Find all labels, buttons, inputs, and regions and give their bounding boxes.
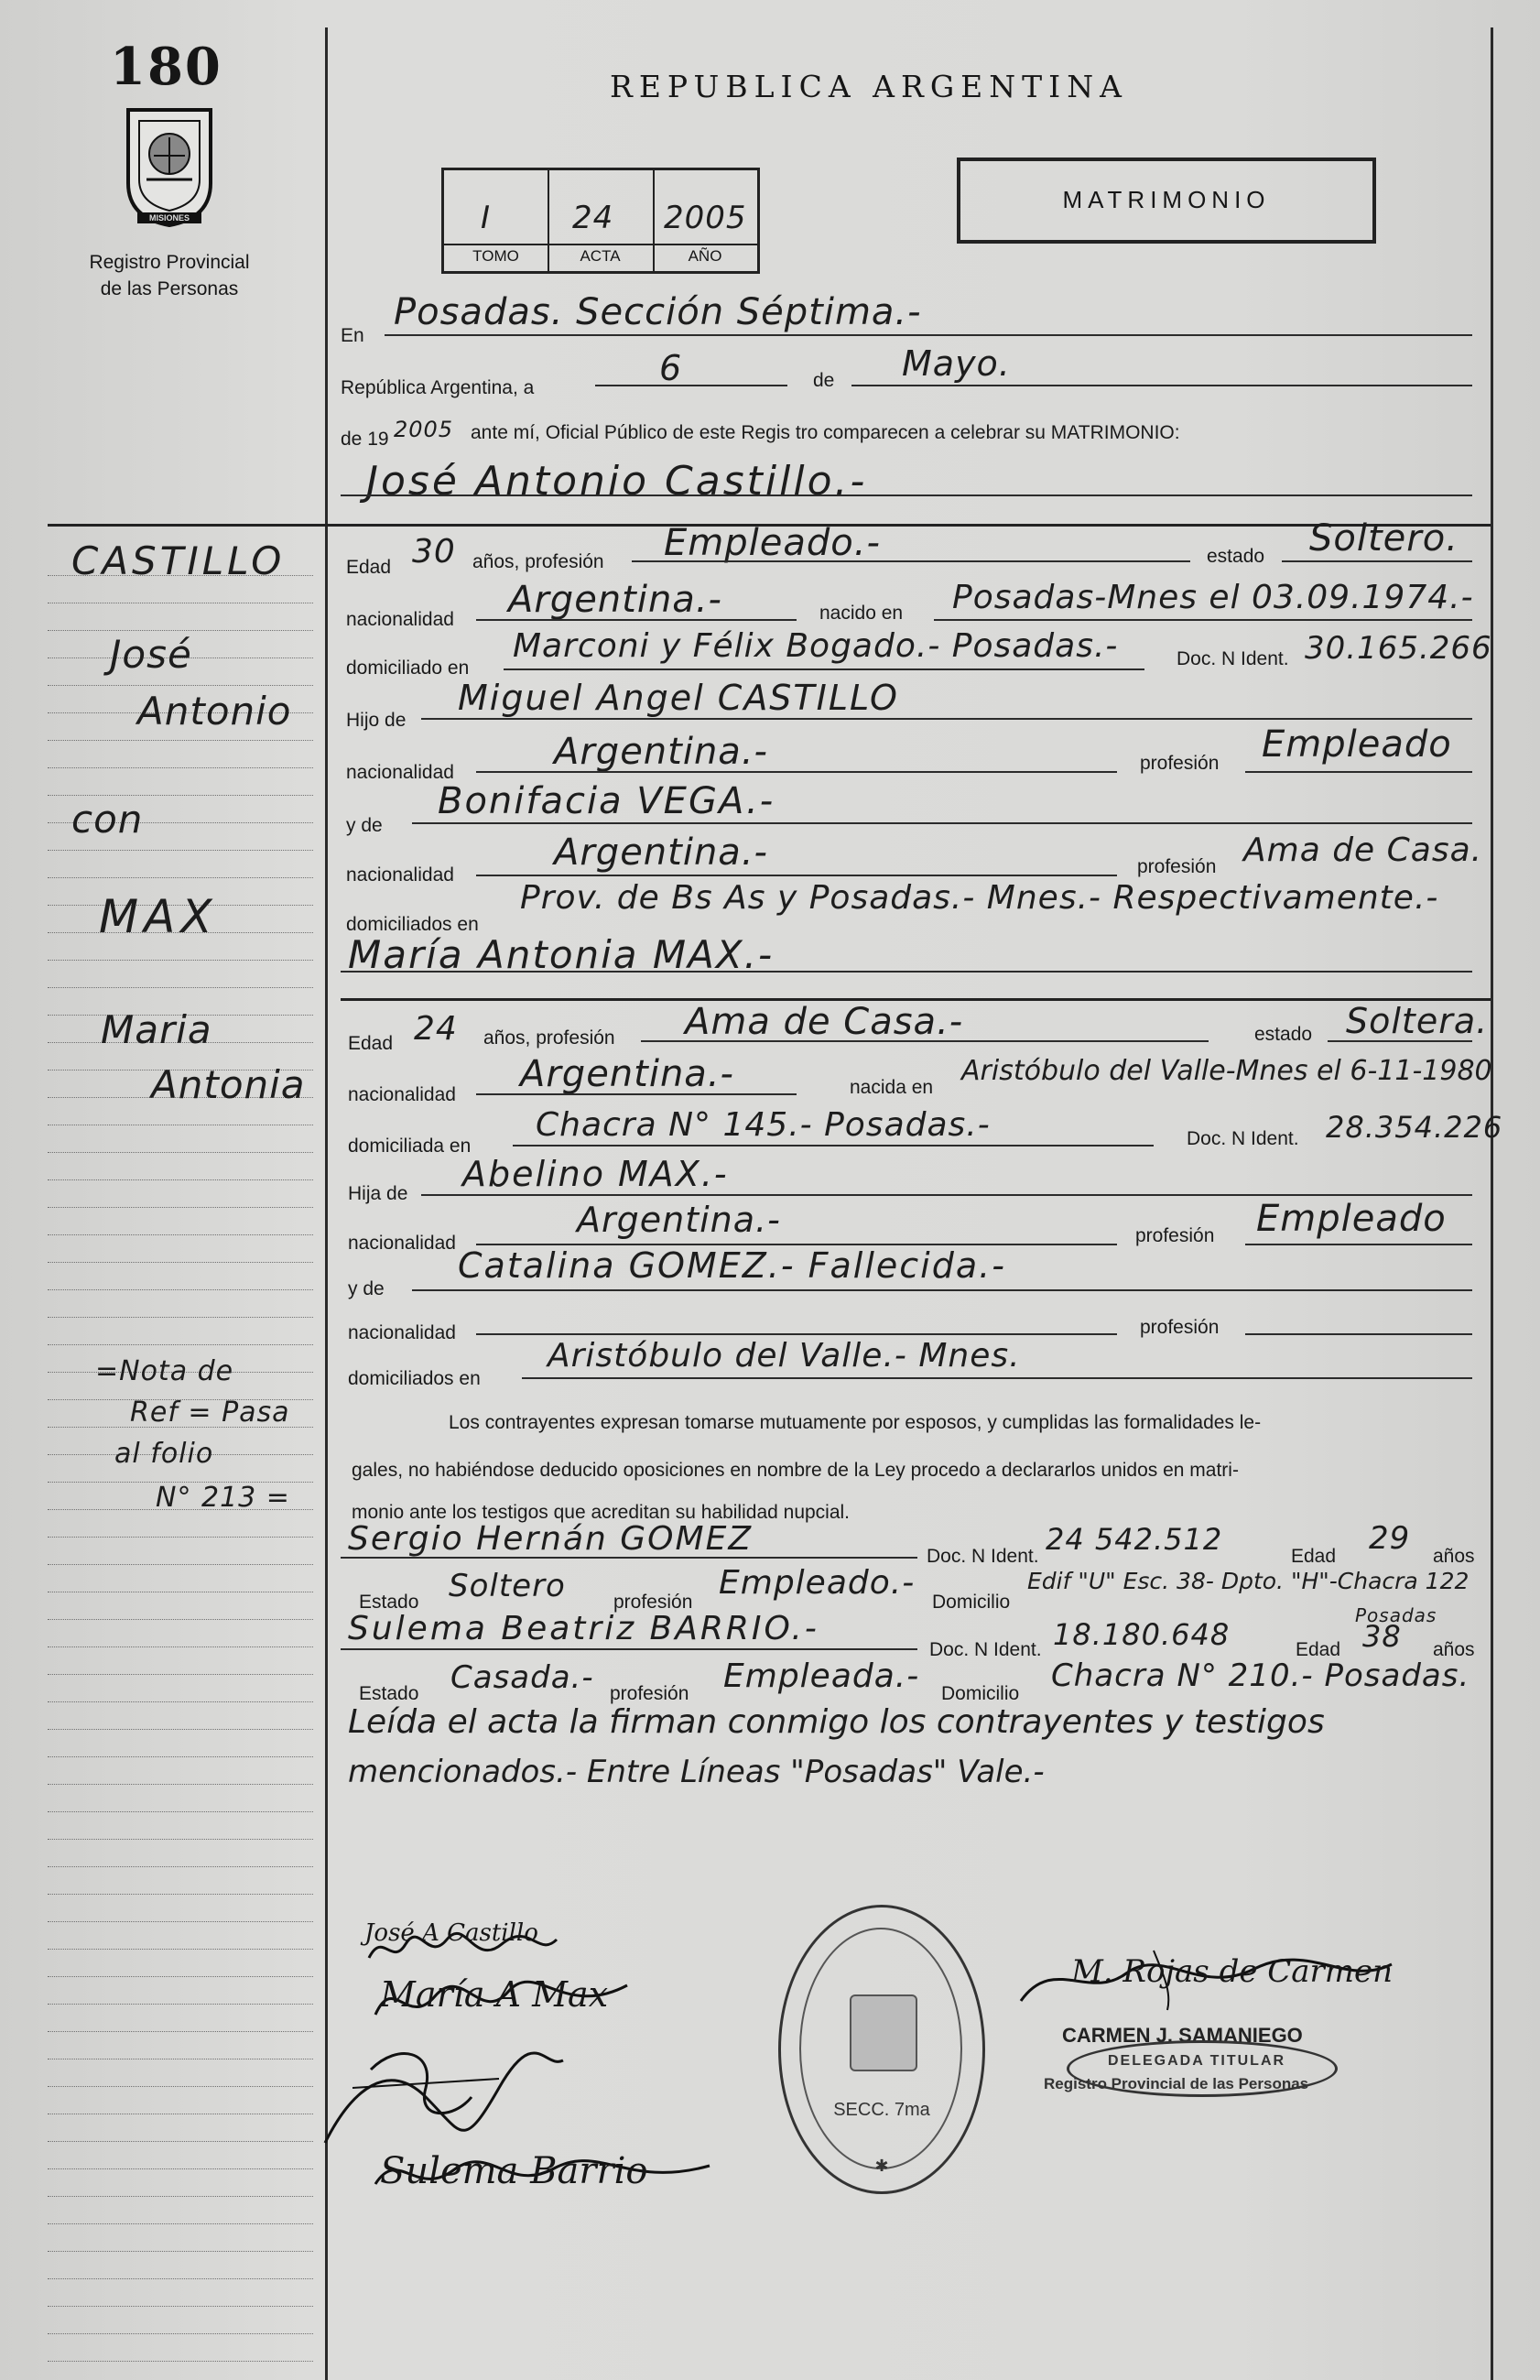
witness1-edad: 29 [1369,1520,1411,1557]
margin-rule-line [48,1262,313,1263]
groom-madre-prof: Ama de Casa. [1243,831,1483,869]
tomo-label: TOMO [472,247,519,265]
margin-rule-line [48,1976,313,1977]
bride-madre-prof-rule [1245,1333,1472,1335]
margin-name1: José [110,632,192,677]
groom-edad: 30 [412,533,456,571]
margin-rule-line [48,987,313,988]
province-emblem [119,101,220,229]
acta-label: ACTA [580,247,621,265]
bride-estado-rule [1328,1040,1472,1042]
groom-estado: Soltero. [1309,517,1459,560]
witness2-edad: 38 [1362,1619,1402,1654]
closing-text2: gales, no habiéndose deducido oposiciones en nombre de la Ley procedo a declararlos unidos en matri- [352,1460,1239,1481]
witness1-estado: Soltero [449,1568,566,1604]
signature-bride-text: María A Max [380,1974,609,2015]
bride-nac-rule [476,1093,797,1095]
margin-note-line2: Ref = Pasa [130,1396,290,1429]
margin-rule-line [48,1152,313,1153]
bride-padre-prof: Empleado [1256,1198,1447,1240]
witness2-name: Sulema Beatriz BARRIO.- [348,1610,819,1647]
groom-nacido-rule [934,619,1472,621]
groom-edad-label: Edad [346,557,392,578]
witness2-name-rule [341,1648,917,1650]
bride-yde-label: y de [348,1278,385,1299]
witness2-domicilio: Chacra N° 210.- Posadas. [1051,1657,1470,1694]
margin-rule-line [48,2168,313,2169]
bride-madre-nac-label: nacionalidad [348,1322,456,1343]
groom-madre-nac: Argentina.- [554,831,768,874]
margin-rule-line [48,850,313,851]
margin-rule-line [48,1949,313,1950]
bride-nacida-label: nacida en [850,1077,934,1098]
intro-text: ante mí, Oficial Público de este Regis tro comparecen a celebrar su MATRIMONIO: [471,422,1180,443]
groom-padre-rule [421,718,1472,720]
right-border [1491,27,1493,2380]
margin-rule-line [48,1921,313,1922]
witness2-domicilio-label: Domicilio [941,1683,1020,1704]
groom-prof-rule [632,560,1190,562]
month-value: Mayo. [902,343,1011,384]
witness2-estado: Casada.- [450,1659,594,1696]
margin-rule-line [48,1894,313,1895]
bride-padre-nac-label: nacionalidad [348,1233,456,1254]
witness1-anos-label: años [1433,1546,1475,1567]
year-value: 2005 [394,417,454,442]
margin-surname-bride: MAX [99,890,218,943]
groom-padre-prof: Empleado [1262,723,1452,766]
margin-rule-line [48,877,313,878]
groom-padre-prof-label: profesión [1140,753,1220,774]
bride-domicilio: Chacra N° 145.- Posadas.- [536,1106,991,1144]
seal-crest-icon [850,1994,917,2071]
witness1-profesion-label: profesión [613,1592,693,1613]
folio-number: 180 [110,37,222,97]
groom-estado-rule [1282,560,1472,562]
official-seal [778,1905,985,2194]
bride-madre-nac-rule [476,1333,1117,1335]
groom-nac-label: nacionalidad [346,609,454,630]
seal-star-icon: ✱ [874,2157,889,2175]
officer-registry: Registro Provincial de las Personas [1044,2075,1309,2092]
closing-text3: monio ante los testigos que acreditan su habilidad nupcial. [352,1502,851,1523]
witness1-profesion: Empleado.- [719,1564,916,1602]
margin-rule-line [48,2141,313,2142]
margin-bride-name2: Antonia [151,1062,306,1107]
margin-rule-line [48,2223,313,2224]
groom-dom-label: domiciliado en [346,657,470,679]
margin-rule-line [48,795,313,796]
margin-rule-line [48,1839,313,1840]
margin-rule-line [48,1674,313,1675]
margin-note-line1: =Nota de [95,1355,234,1387]
bride-madre-prof-label: profesión [1140,1317,1220,1338]
act-type: MATRIMONIO [1062,186,1271,213]
witness1-name: Sergio Hernán GOMEZ [348,1520,753,1558]
bride-doc: 28.354.226 [1326,1110,1503,1145]
margin-rule-line [48,2004,313,2005]
bride-prof-rule [641,1040,1209,1042]
groom-anos-profesion-label: años, profesión [472,551,604,572]
groom-padre-nac-rule [476,771,1117,773]
margin-rule-line [48,2306,313,2307]
officer-title: DELEGADA TITULAR [1108,2053,1286,2069]
margin-rule-line [48,1179,313,1180]
bride-nacionalidad: Argentina.- [520,1053,734,1095]
officer-signature [1016,1946,1401,2024]
margin-rule-line [48,2086,313,2087]
witness1-domicilio-city: Posadas [1355,1604,1437,1626]
anio-label: AÑO [688,247,722,265]
witness2-edad-label: Edad [1296,1639,1341,1660]
handnote-line1: Leída el acta la firman conmigo los contrayentes y testigos [348,1703,1325,1741]
day-rule [595,385,787,386]
day-value: 6 [659,348,683,388]
margin-rule-line [48,685,313,686]
groom-dom-rule [504,668,1144,670]
margin-rule-line [48,1729,313,1730]
bride-padre-nac: Argentina.- [577,1200,781,1240]
bride-anos-profesion-label: años, profesión [483,1027,615,1049]
officer-signature-text: M. Rojas de Carmen [1071,1953,1394,1990]
signature-witness2 [371,2143,719,2212]
margin-rule-line [48,1564,313,1565]
bride-padres-dom: Aristóbulo del Valle.- Mnes. [548,1337,1021,1375]
margin-rule-line [48,1289,313,1290]
witness2-profesion: Empleada.- [723,1657,920,1695]
groom-estado-label: estado [1207,546,1265,567]
groom-nacido-label: nacido en [819,603,904,624]
margin-bride-name1: Maria [101,1007,212,1052]
bride-madre-rule [412,1289,1472,1291]
margin-rule-line [48,740,313,741]
groom-nacido: Posadas-Mnes el 03.09.1974.- [952,579,1474,616]
margin-rule-line [48,1784,313,1785]
bride-padres-dom-rule [522,1377,1472,1379]
month-rule [851,385,1472,386]
margin-rule-line [48,630,313,631]
groom-madre-prof-label: profesión [1137,856,1217,877]
margin-rule-line [48,2278,313,2279]
groom-padres-dom: Prov. de Bs As y Posadas.- Mnes.- Respectivamente.- [520,879,1439,917]
handnote-line2: mencionados.- Entre Líneas "Posadas" Vale.- [348,1754,1045,1790]
margin-surname-groom: CASTILLO [71,538,286,583]
witness2-doc: 18.180.648 [1053,1617,1231,1652]
bride-nac-label: nacionalidad [348,1084,456,1105]
groom-padres-dom-label: domiciliados en [346,914,479,935]
anio-value: 2005 [664,200,747,236]
officer-name: CARMEN J. SAMANIEGO [1062,2024,1303,2047]
witness1-doc: 24 542.512 [1046,1522,1223,1557]
witness2-anos-label: años [1433,1639,1475,1660]
margin-rule-line [48,2031,313,2032]
bride-dom-rule [513,1145,1154,1147]
tomo-value: I [481,200,492,236]
margin-rule-line [48,1537,313,1538]
groom-nac-rule [476,619,797,621]
bride-estado: Soltera. [1346,1001,1489,1041]
seal-text: SECC. 7ma [833,2100,930,2120]
groom-fullname: José Antonio Castillo.- [366,458,868,505]
groom-doc-label: Doc. N Ident. [1177,648,1289,669]
margin-rule-line [48,1317,313,1318]
groom-name-rule [341,494,1472,496]
bride-profesion: Ama de Casa.- [685,1001,964,1043]
groom-madre-rule [412,822,1472,824]
bride-padres-dom-label: domiciliados en [348,1368,481,1389]
margin-note-line3: al folio [114,1438,214,1470]
witness2-doc-label: Doc. N Ident. [929,1639,1042,1660]
bride-padre: Abelino MAX.- [462,1154,729,1194]
witness1-name-rule [341,1557,917,1559]
groom-padre-nac-label: nacionalidad [346,762,454,783]
emblem-text: MISIONES [148,213,190,223]
bride-hija-label: Hija de [348,1183,408,1204]
witness1-domicilio: Edif "U" Esc. 38- Dpto. "H"-Chacra 122 [1027,1568,1470,1594]
witness1-domicilio-label: Domicilio [932,1592,1011,1613]
witness2-profesion-label: profesión [610,1683,689,1704]
acta-value: 24 [572,200,614,236]
bride-doc-label: Doc. N Ident. [1187,1128,1299,1149]
groom-madre-nac-rule [476,875,1117,876]
bride-madre: Catalina GOMEZ.- Fallecida.- [458,1245,1006,1286]
groom-hijo-label: Hijo de [346,710,407,731]
country-title: REPUBLICA ARGENTINA [610,69,1128,104]
margin-rule-line [48,1811,313,1812]
bride-edad-label: Edad [348,1033,394,1054]
registry-label-line1: Registro Provincial [89,252,250,273]
margin-rule-line [48,2333,313,2334]
en-label: En [341,325,364,346]
tomo-acta-anio-table [441,168,760,274]
margin-rule-line [48,1866,313,1867]
margin-rule-line [48,1646,313,1647]
groom-padre-nac: Argentina.- [554,731,768,773]
margin-rule-line [48,1756,313,1757]
place-rule [385,334,1472,336]
margin-rule-line [48,960,313,961]
margin-rule-line [48,1619,313,1620]
groom-madre-nac-label: nacionalidad [346,864,454,886]
signature-bride [371,1969,636,2038]
groom-domicilio: Marconi y Félix Bogado.- Posadas.- [513,627,1119,665]
bride-padre-prof-label: profesión [1135,1225,1215,1246]
witness1-edad-label: Edad [1291,1546,1337,1567]
registry-label-line2: de las Personas [100,278,239,299]
margin-rule-line [48,2196,313,2197]
act-type-box [957,158,1376,244]
place-value: Posadas. Sección Séptima.- [394,291,922,333]
signature-witness2-text: Sulema Barrio [380,2150,648,2192]
groom-padre: Miguel Angel CASTILLO [458,678,899,718]
groom-doc: 30.165.266 [1305,630,1492,667]
margin-rule-line [48,767,313,768]
republica-label: República Argentina, a [341,377,535,398]
margin-name2: Antonio [137,689,292,734]
margin-rule-line [48,1207,313,1208]
witness1-doc-label: Doc. N Ident. [927,1546,1039,1567]
margin-note-line4: N° 213 = [156,1482,290,1514]
groom-profesion: Empleado.- [664,522,881,564]
bride-edad: 24 [414,1010,458,1048]
groom-madre: Bonifacia VEGA.- [438,780,775,822]
margin-rule-line [48,2361,313,2362]
groom-yde-label: y de [346,815,383,836]
margin-divider [325,27,328,2380]
de-label: de [813,370,835,391]
bride-padre-rule [421,1194,1472,1196]
closing-text1: Los contrayentes expresan tomarse mutuamente por esposos, y cumplidas las formalidades le- [449,1412,1262,1433]
margin-con: con [71,797,144,842]
bride-estado-label: estado [1254,1024,1313,1045]
margin-rule-line [48,1701,313,1702]
groom-padre-prof-rule [1245,771,1472,773]
bride-fullname-rule [341,971,1472,973]
margin-rule-line [48,2251,313,2252]
bride-nacida: Aristóbulo del Valle-Mnes el 6-11-1980 [961,1055,1492,1087]
margin-rule-line [48,1344,313,1345]
bride-dom-label: domiciliada en [348,1136,472,1157]
bride-fullname: María Antonia MAX.- [348,932,775,977]
signature-groom-text: José A Castillo [364,1919,538,1947]
margin-rule-line [48,1234,313,1235]
witness2-estado-label: Estado [359,1683,419,1704]
groom-nacionalidad: Argentina.- [508,579,722,621]
year-prefix-label: de 19 [341,429,389,450]
witness1-estado-label: Estado [359,1592,419,1613]
bride-padre-prof-rule [1245,1244,1472,1245]
